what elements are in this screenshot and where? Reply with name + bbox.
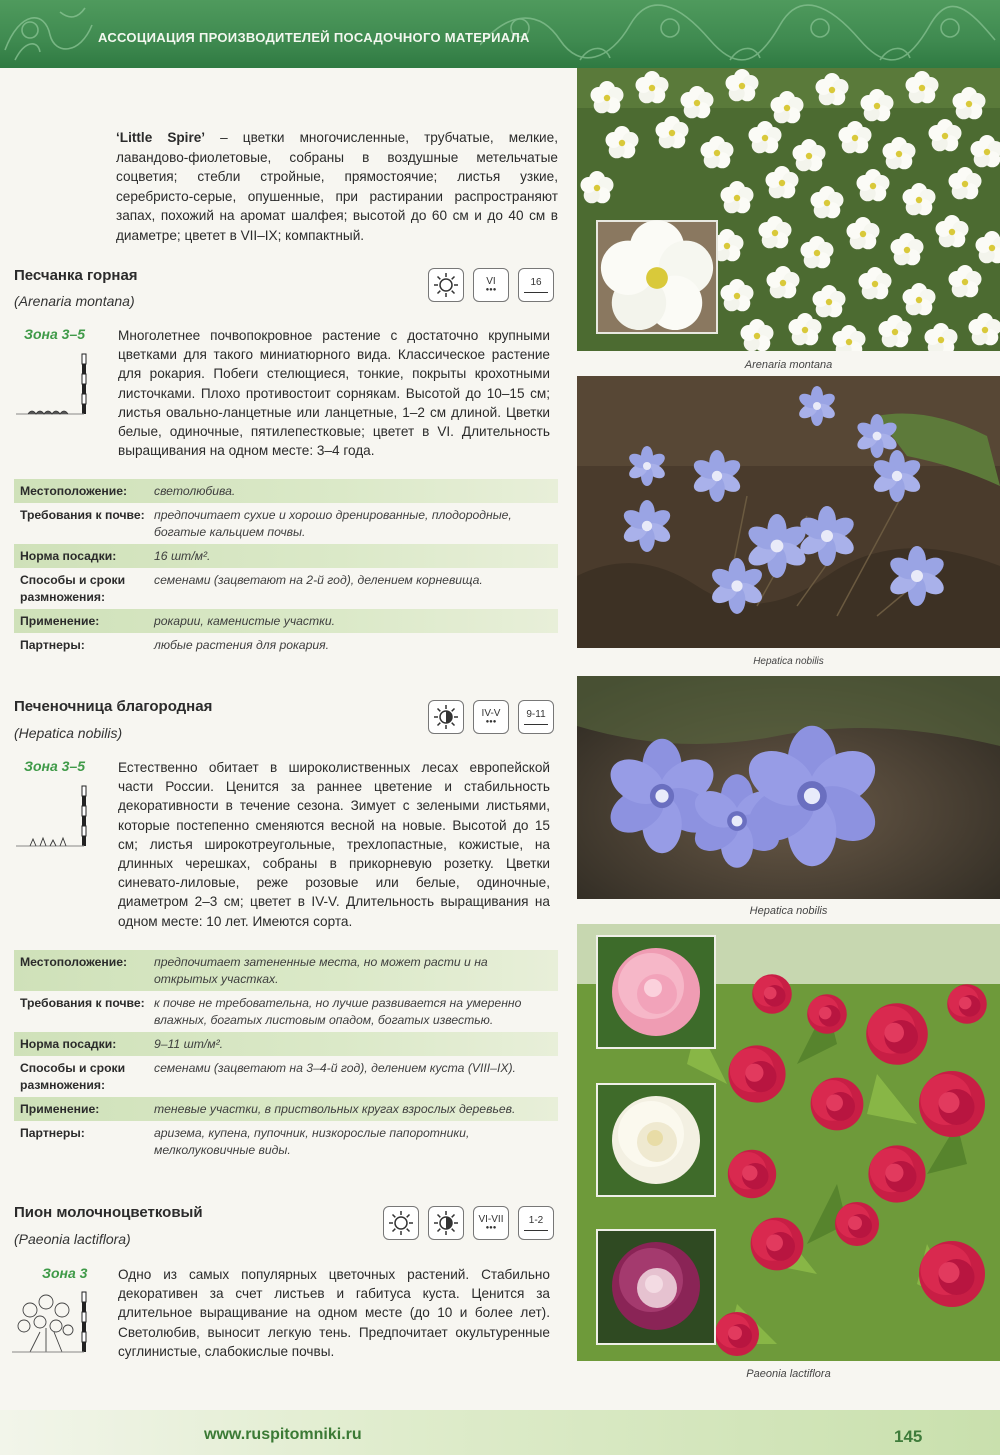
partial-shade-icon — [428, 700, 464, 734]
plant-description: Многолетнее почвопокровное растение с достаточно крупными цветками для такого миниатюрного вида. Классическое растение для рокария. Побеги стелющиеся, тонкие, покрыты крохотными листочками. Плохо противостоит сорнякам. Высотой до 10–15 см; листья овально-ланцетные или ланцетные, 1–2 см длиной. Цветки белые, одиночные, пятилепестковые; цветет в VI. Длительность выращивания на одном месте: 3–4 года. — [118, 328, 550, 459]
flowering-month-icon: VI ●●● — [473, 268, 509, 302]
table-row: Норма посадки: 16 шт/м². — [14, 544, 558, 568]
ornament-left-icon — [0, 0, 100, 68]
intro-text: – цветки многочисленные, трубчатые, мелкие, лавандово-фиолетовые, собраны в воздушные метельчатые соцветия; стебли стройные, прямостоячие; листья узкие, серебристо-серые, опушенные, при растирании распространяют запах, похожий на аромат шалфея; высотой до 60 см и до 40 см в диаметре; цветет в VII–IX; компактный. — [116, 130, 558, 243]
table-row: Применение: теневые участки, в приствольных кругах взрослых деревьев. — [14, 1097, 558, 1121]
height-gauge-icon — [14, 350, 94, 420]
table-row: Партнеры: любые растения для рокария. — [20, 638, 330, 652]
care-table — [14, 950, 558, 1162]
table-row: Требования к почве: к почве не требовательна, но лучше развивается на умеренно влажных, богатых листовым опадом, богатых известью. — [20, 996, 522, 1027]
page-footer — [0, 1410, 1000, 1455]
hardiness-zone: Зона 3–5 — [24, 758, 86, 774]
hardiness-zone: Зона 3 — [42, 1265, 88, 1281]
stars-icon: ●●● — [485, 719, 497, 725]
flowering-month-icon: VI-VII ●●● — [473, 1206, 509, 1240]
height-gauge-icon — [10, 1288, 94, 1358]
intro-paragraph — [116, 128, 558, 246]
stars-icon: ●●● — [485, 287, 497, 293]
ground-icon — [524, 722, 548, 725]
ground-icon — [524, 290, 548, 293]
stars-icon: ●●● — [485, 1225, 497, 1231]
plant-latin-name: (Arenaria montana) — [14, 293, 135, 309]
plant-latin-name: (Hepatica nobilis) — [14, 725, 123, 741]
plant-title: Пион молочноцветковый — [14, 1204, 203, 1221]
table-row: Партнеры: аризема, купена, пупочник, низкорослые папоротники, мелколуковичные виды. — [20, 1126, 470, 1157]
table-row: Способы и сроки размножения: семенами (зацветают на 3–4-й год), делением куста (VIII–IX). — [20, 1061, 516, 1092]
height-gauge-icon — [14, 782, 94, 852]
table-row: Норма посадки: 9–11 шт/м². — [14, 1032, 558, 1056]
planting-density-icon: 9-11 — [518, 700, 554, 734]
header-title: АССОЦИАЦИЯ ПРОИЗВОДИТЕЛЕЙ ПОСАДОЧНОГО МАТЕРИАЛА — [98, 30, 530, 45]
hardiness-zone: Зона 3–5 — [24, 326, 86, 342]
table-row: Местоположение: предпочитает затененные места, но может расти и на открытых участках. — [14, 950, 558, 991]
planting-density-icon: 16 — [518, 268, 554, 302]
photo-caption: Hepatica nobilis — [749, 905, 828, 917]
photo-caption: Arenaria montana — [744, 359, 833, 371]
plant-title: Песчанка горная — [14, 267, 138, 284]
photo-caption: Hepatica nobilis — [753, 656, 824, 667]
plant-description: Одно из самых популярных цветочных растений. Стабильно декоративен за счет листьев и габитуса куста. Ценится за длительное выращивание на одном месте (до 10 и более лет). Светолюбив, выносит легкую тень. Предпочитает окультуренные суглинистые, слабокислые почвы. — [118, 1267, 550, 1359]
plant-description: Естественно обитает в широколиственных лесах европейской части России. Ценится за раннее цветение и стабильность декоративности в течение сезона. Зимует с зелеными листьями, которые постепенно сменяются весной на новые. Высотой до 15 см; листья широкотреугольные, трехлопастные, кожистые, на длинных черешках, собраны в прикорневую розетку. Цветки синевато-лиловые, реже розовые или белые, одиночные, диаметром 2–3 см; цветет в IV-V. Длительность выращивания на одном месте: 10 лет. Имеются сорта. — [118, 760, 550, 929]
full-sun-icon — [428, 268, 464, 302]
partial-shade-icon — [428, 1206, 464, 1240]
page-header — [0, 0, 1000, 68]
photo-hepatica-closeup — [577, 676, 1000, 899]
footer-url[interactable]: www.ruspitomniki.ru — [204, 1426, 362, 1443]
table-row: Местоположение: светолюбива. — [14, 479, 558, 503]
plant-icons — [428, 700, 554, 734]
plant-title: Печеночница благородная — [14, 698, 213, 715]
plant-latin-name: (Paeonia lactiflora) — [14, 1231, 131, 1247]
plant-icons — [383, 1206, 554, 1240]
photo-caption: Paeonia lactiflora — [746, 1368, 831, 1380]
full-sun-icon — [383, 1206, 419, 1240]
table-row: Требования к почве: предпочитает сухие и хорошо дренированные, плодородные, богатые кальцием почвы. — [20, 508, 512, 539]
photo-arenaria-montana — [577, 68, 1000, 351]
planting-density-icon: 1-2 — [518, 1206, 554, 1240]
table-row: Способы и сроки размножения: семенами (зацветают на 2-й год), делением корневища. — [20, 573, 483, 604]
ground-icon — [524, 1228, 548, 1231]
ornament-right-icon — [480, 0, 1000, 68]
plant-icons — [428, 268, 554, 302]
care-table — [14, 479, 558, 657]
photo-hepatica-nobilis — [577, 376, 1000, 648]
page-number: 145 — [894, 1427, 923, 1446]
flowering-month-icon: IV-V ●●● — [473, 700, 509, 734]
cultivar-name: ‘Little Spire’ — [116, 130, 206, 145]
table-row: Применение: рокарии, каменистые участки. — [14, 609, 558, 633]
photo-paeonia-lactiflora — [577, 924, 1000, 1361]
